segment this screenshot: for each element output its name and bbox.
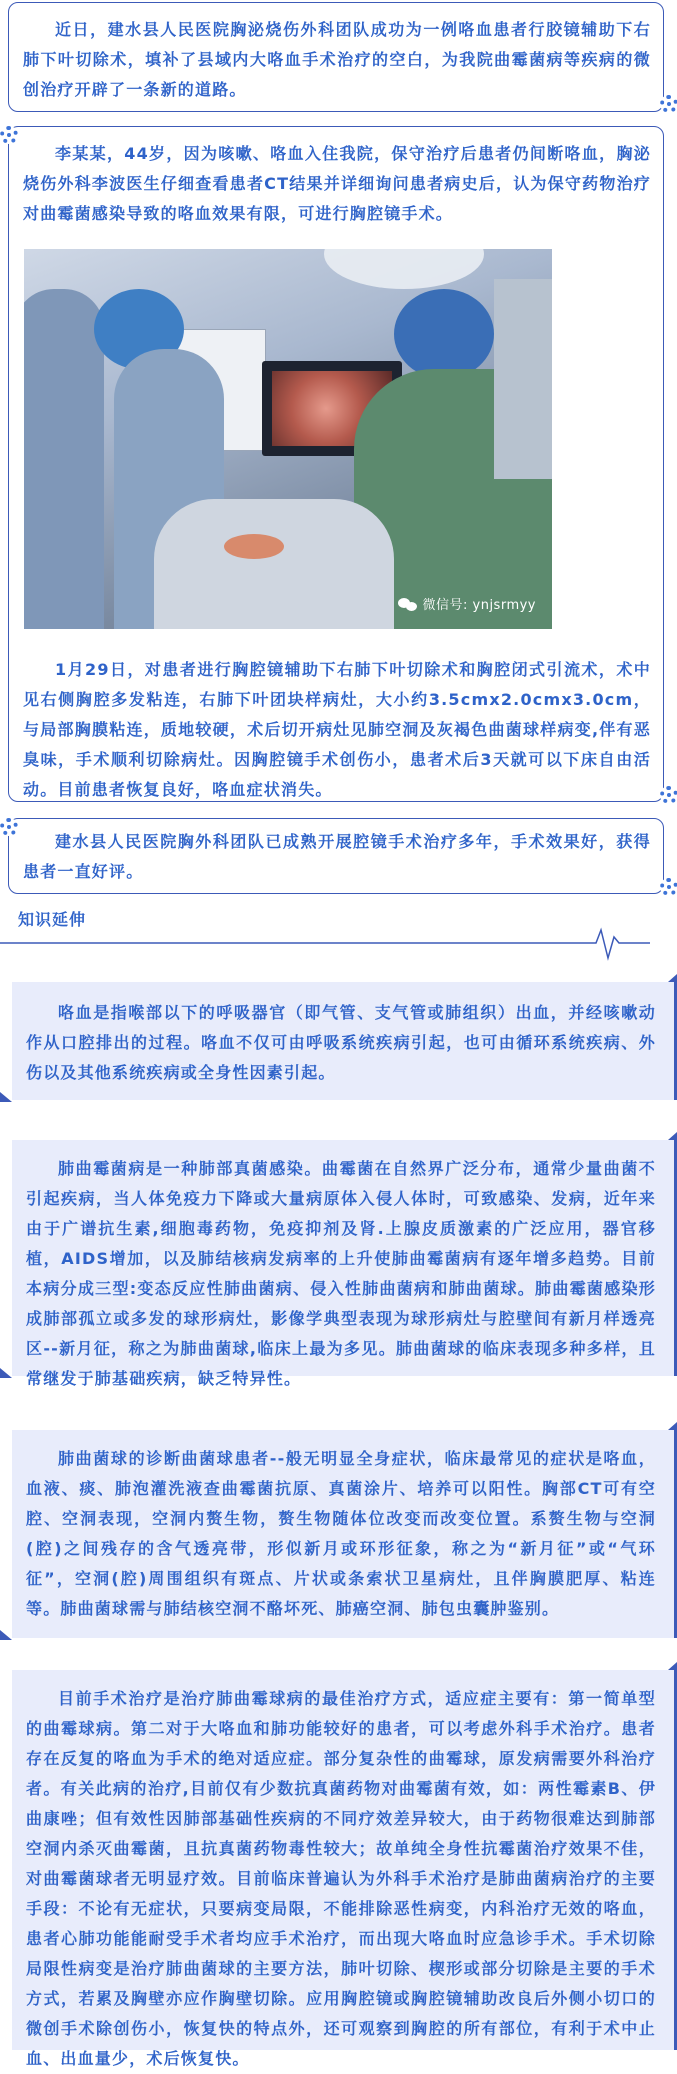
case-card (8, 126, 664, 802)
heartbeat-divider (0, 924, 677, 964)
knowledge-paragraph-4: 目前手术治疗是治疗肺曲霉球病的最佳治疗方式，适应症主要有：第一简单型的曲霉球病。第二对于大咯血和肺功能较好的患者，可以考虑外科手术治疗。患者存在反复的咯血为手术的绝对适应症。部分复杂性的曲霉球，原发病需要外科治疗者。有关此病的治疗,目前仅有少数抗真菌药物对曲霉菌有效，如：两性霉素B、伊曲康唑；但有效性因肺部基础性疾病的不同疗效差异较大，由于药物很难达到肺部空洞内杀灭曲霉菌，且抗真菌药物毒性较大；故单纯全身性抗霉菌治疗效果不佳，对曲霉菌球者无明显疗效。目前临床普遍认为外科手术治疗是肺曲菌病治疗的主要手段：不论有无症状，只要病变局限，不能排除恶性病变，内科治疗无效的咯血，患者心肺功能能耐受手术者均应手术治疗，而出现大咯血时应急诊手术。手术切除局限性病变是治疗肺曲菌球的主要方法，肺叶切除、楔形或部分切除是主要的手术方式，若累及胸壁亦应作胸壁切除。应用胸腔镜或胸腔镜辅助改良后外侧小切口的微创手术除创伤小，恢复快的特点外，还可观察到胸腔的所有部位，有利于术中止血、出血量少，术后恢复快。 (26, 1689, 656, 2068)
knowledge-card (12, 1670, 677, 2068)
card-corner (668, 974, 677, 982)
gear-icon (660, 878, 677, 896)
intro-paragraph: 近日，建水县人民医院胸泌烧伤外科团队成功为一例咯血患者行胶镜辅助下右肺下叶切除术，填补了县域内大咯血手术治疗的空白，为我院曲霉菌病等疾病的微创治疗开辟了一条新的道路。 (23, 20, 651, 99)
gear-icon (0, 818, 18, 836)
card-corner (0, 1092, 12, 1102)
intro-card (8, 2, 664, 112)
surgery-photo (24, 249, 552, 629)
case-paragraph-1: 李某某，44岁，因为咳嗽、咯血入住我院，保守治疗后患者仍间断咯血，胸泌烧伤外科李波医生仔细查看患者CT结果并详细询问患者病史后，认为保守药物治疗对曲霉菌感染导致的咯血效果有限，可进行胸腔镜手术。 (23, 144, 651, 223)
photo-watermark (398, 594, 537, 613)
card-corner (668, 1662, 677, 1670)
gear-icon (660, 95, 677, 113)
knowledge-card (12, 982, 677, 1100)
card-corner (668, 1132, 677, 1140)
case-paragraph-2: 1月29日，对患者进行胸腔镜辅助下右肺下叶切除术和胸腔闭式引流术，术中见右侧胸腔多发粘连，右肺下叶团块样病灶，大小约3.5cmx2.0cmx3.0cm，与局部胸膜粘连，质地较硬，术后切开病灶见肺空洞及灰褐色曲菌球样病变,伴有恶臭味，手术顺利切除病灶。因胸腔镜手术创伤小，患者术后3天就可以下床自由活动。目前患者恢复良好，咯血症状消失。 (23, 660, 651, 799)
knowledge-paragraph-1: 咯血是指喉部以下的呼吸器官（即气管、支气管或肺组织）出血，并经咳嗽动作从口腔排出的过程。咯血不仅可由呼吸系统疾病引起，也可由循环系统疾病、外伤以及其他系统疾病或全身性因素引起。 (26, 1003, 656, 1082)
knowledge-card (12, 1140, 677, 1388)
knowledge-paragraph-2: 肺曲霉菌病是一种肺部真菌感染。曲霉菌在自然界广泛分布，通常少量曲菌不引起疾病，当人体免疫力下降或大量病原体入侵人体时，可致感染、发病，近年来由于广谱抗生素,细胞毒药物，免疫抑剂及肾.上腺皮质激素的广泛应用，器官移植，AIDS增加，以及肺结核病发病率的上升使肺曲霉菌病有逐年增多趋势。目前本病分成三型:变态反应性肺曲菌病、侵入性肺曲菌病和肺曲菌球。肺曲霉菌感染形成肺部孤立或多发的球形病灶，影像学典型表现为球形病灶与腔壁间有新月样透亮区--新月征，称之为肺曲菌球,临床上最为多见。肺曲菌球的临床表现多种多样，且常继发于肺基础疾病，缺乏特异性。 (26, 1159, 656, 1388)
closing-card (8, 818, 664, 894)
card-corner (0, 1630, 12, 1640)
card-corner (668, 1422, 677, 1430)
watermark-text: 微信号: ynjsrmyy (422, 598, 536, 613)
card-corner (0, 1368, 12, 1378)
knowledge-paragraph-3: 肺曲菌球的诊断曲菌球患者--般无明显全身症状，临床最常见的症状是咯血，血液、痰、肺泡灌洗液查曲霉菌抗原、真菌涂片、培养可以阳性。胸部CT可有空腔、空洞表现，空洞内赘生物，赘生物随体位改变而改变位置。系赘生物与空洞(腔)之间残存的含气透亮带，形似新月或环形征象，称之为“新月征”或“气环征”，空洞(腔)周围组织有斑点、片状或条索状卫星病灶，且伴胸膜肥厚、粘连等。肺曲菌球需与肺结核空洞不酪坏死、肺癌空洞、肺包虫囊肿鉴别。 (26, 1449, 656, 1618)
closing-paragraph: 建水县人民医院胸外科团队已成熟开展腔镜手术治疗多年，手术效果好，获得患者一直好评。 (23, 832, 651, 881)
wechat-icon (398, 596, 418, 612)
knowledge-card (12, 1430, 677, 1638)
section-title: 知识延伸 (18, 910, 87, 929)
gear-icon (0, 126, 18, 144)
gear-icon (660, 786, 677, 804)
